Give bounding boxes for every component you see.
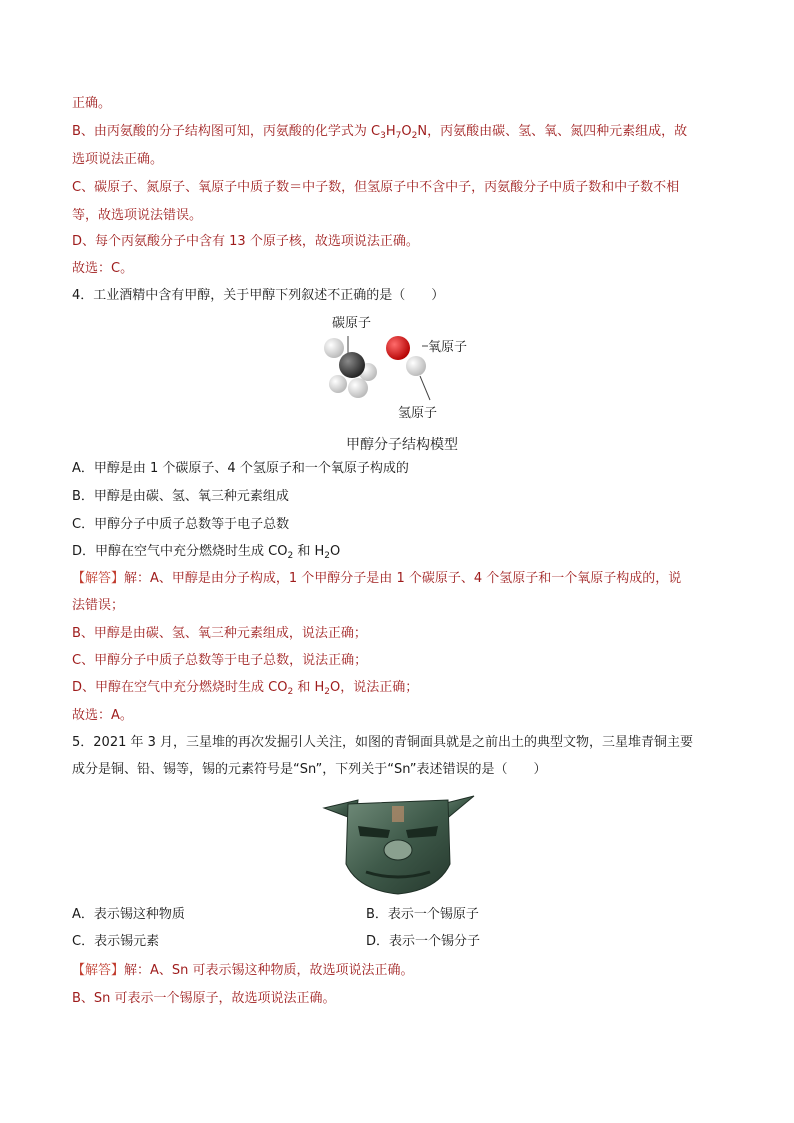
label-hydrogen-atom: 氢原子 xyxy=(398,406,438,421)
prev-answer-b: B、由丙氨酸的分子结构图可知，丙氨酸的化学式为 $C_3H_7O_2N$，丙氨酸由碳、氢、氧、氮四种元素组成，故 xyxy=(72,124,688,141)
q4-answer-choice: 故选：A。 xyxy=(72,708,133,723)
q5-stem-cont: 成分是铜、铅、锡等，锡的元素符号是“Sn”，下列关于“Sn”表述错误的是（ ） xyxy=(72,762,547,777)
prev-answer-d: D、每个丙氨酸分子中含有 13 个原子核，故选项说法正确。 xyxy=(72,234,419,249)
q4-option-c: C．甲醇分子中质子总数等于电子总数 xyxy=(72,517,290,532)
prev-answer-c-cont: 等，故选项说法错误。 xyxy=(72,208,203,223)
q4-option-b: B．甲醇是由碳、氢、氧三种元素组成 xyxy=(72,489,289,504)
bronze-mask-picture xyxy=(318,790,480,896)
carbon-atom xyxy=(339,352,365,378)
q5-option-a: A．表示锡这种物质 xyxy=(72,907,185,922)
q5-answer-a: 【解答】解：A、Sn 可表示锡这种物质，故选项说法正确。 xyxy=(72,963,414,978)
methanol-model-figure xyxy=(310,308,490,426)
q5-stem: 5．2021 年 3 月，三星堆的再次发掘引人关注，如图的青铜面具就是之前出土的典型文物，三星堆青铜主要 xyxy=(72,735,694,750)
hydrogen-atom xyxy=(324,338,344,358)
label-oxygen-atom: 氧原子 xyxy=(428,340,468,355)
oxygen-atom xyxy=(386,336,410,360)
label-carbon-atom: 碳原子 xyxy=(332,316,372,331)
q5-option-b: B．表示一个锡原子 xyxy=(366,907,479,922)
q5-option-d: D．表示一个锡分子 xyxy=(366,934,481,949)
prev-answer-line: 正确。 xyxy=(72,96,112,111)
prev-answer-c: C、碳原子、氮原子、氧原子中质子数＝中子数，但氢原子中不含中子，丙氨酸分子中质子数和中子数不相 xyxy=(72,180,680,195)
q4-answer-a: 【解答】解：A、甲醇是由分子构成，1 个甲醇分子是由 1 个碳原子、4 个氢原子和一个氧原子构成的，说 xyxy=(72,571,682,586)
bronze-mask-image xyxy=(318,790,480,896)
q5-option-c: C．表示锡元素 xyxy=(72,934,160,949)
q4-answer-d: D、甲醇在空气中充分燃烧时生成 $CO_2$ 和 $H_2O$，说法正确； xyxy=(72,680,419,697)
q4-option-a: A．甲醇是由 1 个碳原子、4 个氢原子和一个氧原子构成的 xyxy=(72,461,409,476)
hydrogen-atom xyxy=(406,356,426,376)
hydrogen-atom xyxy=(329,375,347,393)
q4-answer-a-cont: 法错误； xyxy=(72,598,125,613)
prev-answer-choice: 故选：C。 xyxy=(72,261,134,276)
q5-answer-b: B、Sn 可表示一个锡原子，故选项说法正确。 xyxy=(72,991,336,1006)
q4-answer-c: C、甲醇分子中质子总数等于电子总数，说法正确； xyxy=(72,653,368,668)
hydrogen-atom xyxy=(348,378,368,398)
q4-option-d: D．甲醇在空气中充分燃烧时生成 $CO_2$ 和 $H_2O$ xyxy=(72,544,341,561)
prev-answer-b-cont: 选项说法正确。 xyxy=(72,152,164,167)
q4-stem: 4．工业酒精中含有甲醇，关于甲醇下列叙述不正确的是（ ） xyxy=(72,288,445,303)
figure-caption: 甲醇分子结构模型 xyxy=(346,437,458,453)
q4-answer-b: B、甲醇是由碳、氢、氧三种元素组成，说法正确； xyxy=(72,626,367,641)
